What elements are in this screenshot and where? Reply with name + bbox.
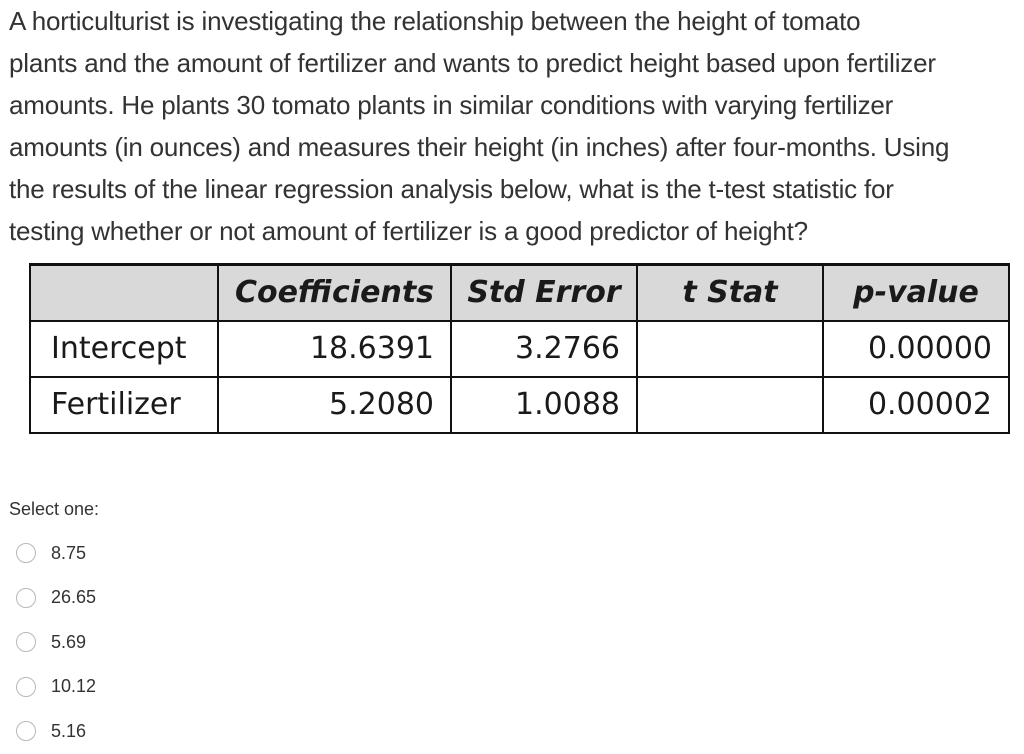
answer-option[interactable] [16, 709, 96, 754]
question-line: plants and the amount of fertilizer and wants to predict height based upon fertilizer [9, 48, 936, 78]
answer-option-label: 26.65 [51, 587, 97, 608]
question-line: A horticulturist is investigating the relationship between the height of tomato [9, 6, 861, 36]
question-line: amounts (in ounces) and measures their height (in inches) after four-months. Using [9, 132, 950, 162]
answer-option[interactable] [16, 576, 96, 621]
radio-button[interactable] [16, 543, 36, 563]
cell-t-stat [637, 321, 823, 377]
header-std-error: Std Error [451, 265, 637, 321]
radio-button[interactable] [16, 632, 36, 652]
answer-option[interactable] [16, 531, 96, 576]
select-one-label: Select one: [9, 499, 100, 519]
regression-table-container [29, 263, 1010, 434]
radio-button[interactable] [16, 721, 36, 741]
question-text [9, 0, 1014, 252]
cell-coefficient: 5.2080 [218, 377, 451, 433]
header-blank [30, 265, 218, 321]
table-row [30, 377, 1009, 433]
question-line: the results of the linear regression analysis below, what is the t-test statistic for [9, 174, 894, 204]
header-coefficients: Coefficients [218, 265, 451, 321]
table-row [30, 321, 1009, 377]
answer-options [16, 531, 96, 754]
cell-std-error: 3.2766 [451, 321, 637, 377]
header-t-stat: t Stat [637, 265, 823, 321]
cell-p-value: 0.00002 [823, 377, 1009, 433]
cell-t-stat [637, 377, 823, 433]
radio-button[interactable] [16, 677, 36, 697]
question-line: testing whether or not amount of fertilizer is a good predictor of height? [9, 216, 808, 246]
answer-option[interactable] [16, 620, 96, 665]
row-label-intercept: Intercept [30, 321, 218, 377]
answer-option-label: 5.69 [51, 631, 87, 652]
answer-option-label: 10.12 [51, 676, 97, 697]
cell-coefficient: 18.6391 [218, 321, 451, 377]
radio-button[interactable] [16, 588, 36, 608]
cell-std-error: 1.0088 [451, 377, 637, 433]
cell-p-value: 0.00000 [823, 321, 1009, 377]
question-line: amounts. He plants 30 tomato plants in similar conditions with varying fertilizer [9, 90, 894, 120]
answer-option[interactable] [16, 665, 96, 710]
answer-option-label: 8.75 [51, 542, 87, 563]
answer-option-label: 5.16 [51, 720, 87, 741]
header-p-value: p-value [823, 265, 1009, 321]
table-header-row [30, 265, 1009, 321]
row-label-fertilizer: Fertilizer [30, 377, 218, 433]
regression-table [29, 263, 1010, 434]
